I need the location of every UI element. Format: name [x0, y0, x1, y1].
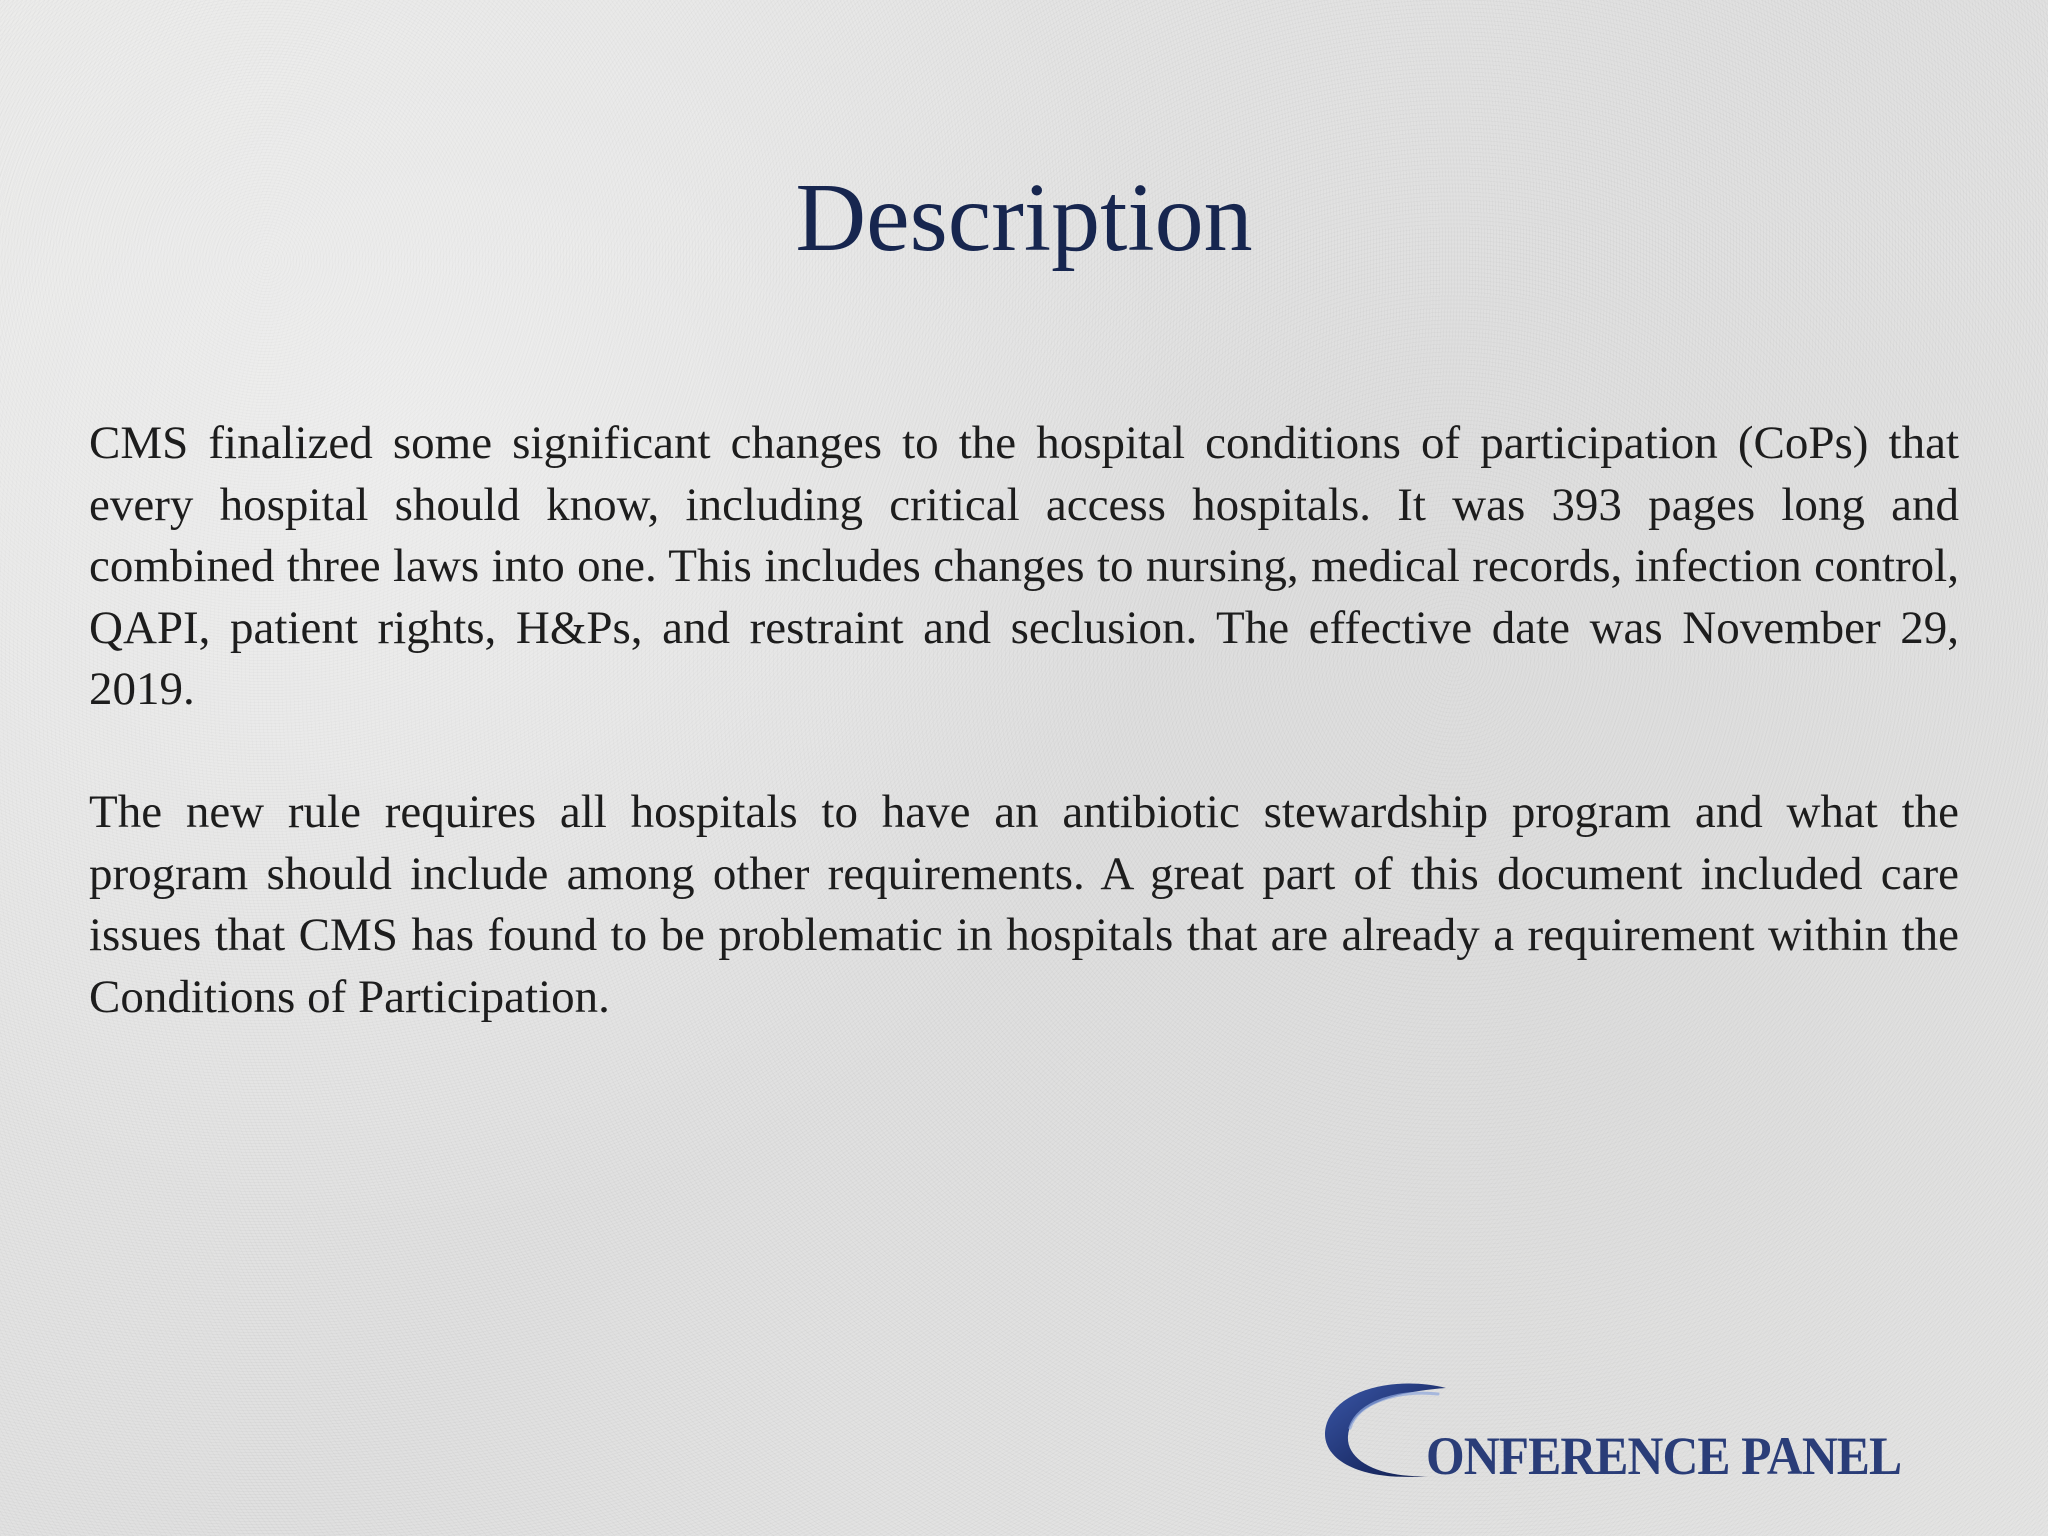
logo-text: ONFERENCE PANEL: [1426, 1426, 1902, 1486]
body-paragraph-1: CMS finalized some significant changes to the hospital conditions of participation (CoPs) that every hospital should know, including critical access hospitals. It was 393 pages long and combined three laws into one. This includes changes to nursing, medical records, infection control, QAPI, patient rights, H&Ps, and restraint and seclusion. The effective date was November 29, 2019.: [89, 417, 1959, 715]
slide-body: [89, 413, 1959, 1028]
slide-title: Description: [795, 164, 1253, 272]
body-paragraph-2: The new rule requires all hospitals to have an antibiotic stewardship program and what the program should include among other requirements. A great part of this document included care issues that CMS has found to be problematic in hospitals that are already a requirement within the Conditions of Participation.: [89, 786, 1959, 1023]
conference-panel-logo: [1318, 1378, 1958, 1488]
